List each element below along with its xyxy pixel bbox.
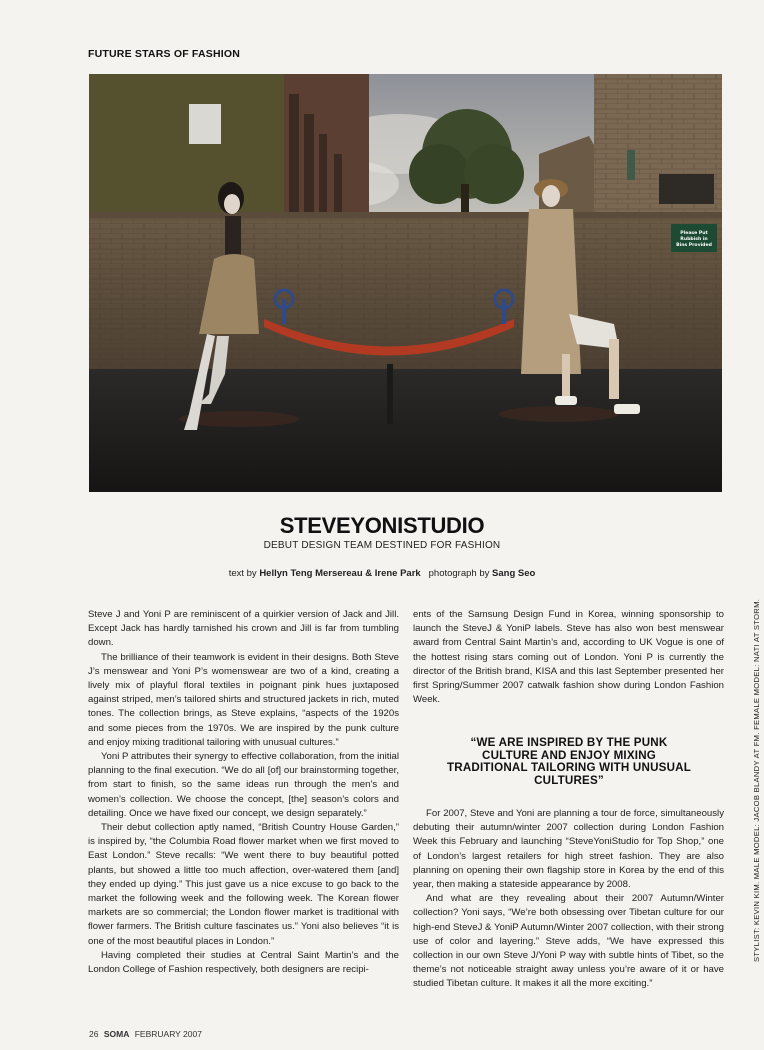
magazine-name: SOMA xyxy=(103,1029,130,1039)
paragraph: For 2007, Steve and Yoni are planning a tour de force, simultaneously debuting their autumn/winter 2007 collection during London Fashion Week this February and launching “SteveYoniStudio for Top Shop,” one of London’s largest retailers for high street fashion. They are also planning on opening their own flagship store in Korea by the end of this year, then making a stateside appearance by 2008. xyxy=(413,808,724,891)
right-column-lower xyxy=(413,807,724,992)
paragraph: The brilliance of their teamwork is evident in their designs. Both Steve J’s menswear and Yoni P’s womenswear are two of a kind, creating a lively mix of playful floral textiles in poignant pink hues juxtaposed against striped, men’s tailored shirts and structured jackets in rich, muted tones. The collection brings, as Steve explains, “aspects of the 1920s and some pieces from the 1970s. We are inspired by the punk culture and enjoy mixing traditional tailoring with unusual cultures.” xyxy=(88,651,399,748)
pull-quote: “WE ARE INSPIRED BY THE PUNK CULTURE AND ENJOY MIXING TRADITIONAL TAILORING WITH UNUSUAL CULTURES” xyxy=(446,736,692,787)
sign-line-1: Please Put xyxy=(680,231,708,236)
byline-text-prefix: text by xyxy=(228,568,260,579)
hero-photograph xyxy=(89,74,722,492)
vertical-credits: STYLIST: KEVIN KIM. MALE MODEL: JACOB BLANDY AT FM. FEMALE MODEL: NATI AT STORM. xyxy=(752,598,761,962)
paragraph: Having completed their studies at Central Saint Martin’s and the London College of Fashion respectively, both designers are recipi- xyxy=(88,949,399,976)
byline-photographer: Sang Seo xyxy=(492,568,536,579)
right-column-upper xyxy=(413,608,724,707)
byline xyxy=(0,568,764,579)
paragraph: Steve J and Yoni P are reminiscent of a quirkier version of Jack and Jill. Except Jack has hardly tarnished his crown and Jill is far from tumbling down. xyxy=(88,609,399,649)
sign-line-3: Bins Provided xyxy=(676,243,712,248)
issue-date: FEBRUARY 2007 xyxy=(134,1029,202,1039)
paragraph: Their debut collection aptly named, “British Country House Garden,” is inspired by, “the Columbia Road flower market when we first moved to East London.” Steve recalls: “We went there to buy beautiful potted plants, but showed a little too much affection, over-watered them [and] they ended up dying.” This just gave us a nice excuse to go back to the market the following week and the following week. The Korean flower markets are so commercial; the London flower market is traditional with flower farmers. The British culture fascinates us.” Yoni also believes “it is one of the most beautiful places in London.” xyxy=(88,822,399,947)
article-deck: DEBUT DESIGN TEAM DESTINED FOR FASHION xyxy=(263,540,501,551)
paragraph: ents of the Samsung Design Fund in Korea, winning sponsorship to launch the SteveJ & YoniP labels. Steve has also won best menswear award from Central Saint Martin’s and, according to UK Vogue is one of the hottest rising stars coming out of London. Yoni P is currently the director of the British brand, KISA and this last September presented her first Spring/Summer 2007 catwalk fashion show during London Fashion Week. xyxy=(413,609,724,706)
page-number: 26 xyxy=(89,1029,99,1039)
section-label: FUTURE STARS OF FASHION xyxy=(88,48,240,60)
sign-line-2: Rubbish in xyxy=(680,237,708,242)
byline-photo-prefix: photograph by xyxy=(428,568,493,579)
article-headline: STEVEYONISTUDIO xyxy=(279,513,485,538)
page-footer xyxy=(89,1029,202,1039)
byline-authors: Hellyn Teng Mersereau & Irene Park xyxy=(259,568,421,579)
left-column xyxy=(88,608,399,977)
photo-illustration xyxy=(89,74,722,492)
paragraph: And what are they revealing about their 2007 Autumn/Winter collection? Yoni says, “We’re both obsessing over Tibetan culture for our high-end SteveJ & YoniP Autumn/Winter 2007 collection, with their strong use of color and layering.” Steve adds, “We have expressed this collection in our own Steve J/Yoni P way with subtle hints of Tibet, so the theme’s not noticeable straight away unless you’re aware of it or have studied Tibetan culture. It makes it all the more exciting.” xyxy=(413,893,724,990)
paragraph: Yoni P attributes their synergy to effective collaboration, from the initial planning to the final execution. “We do all [of] our brainstorming together, from start to finish, so the same ideas run through the men’s and women’s collection. We choose the concept, [the] season’s colors and detailing. Once we have fixed our concept, we design separately.” xyxy=(88,751,399,819)
